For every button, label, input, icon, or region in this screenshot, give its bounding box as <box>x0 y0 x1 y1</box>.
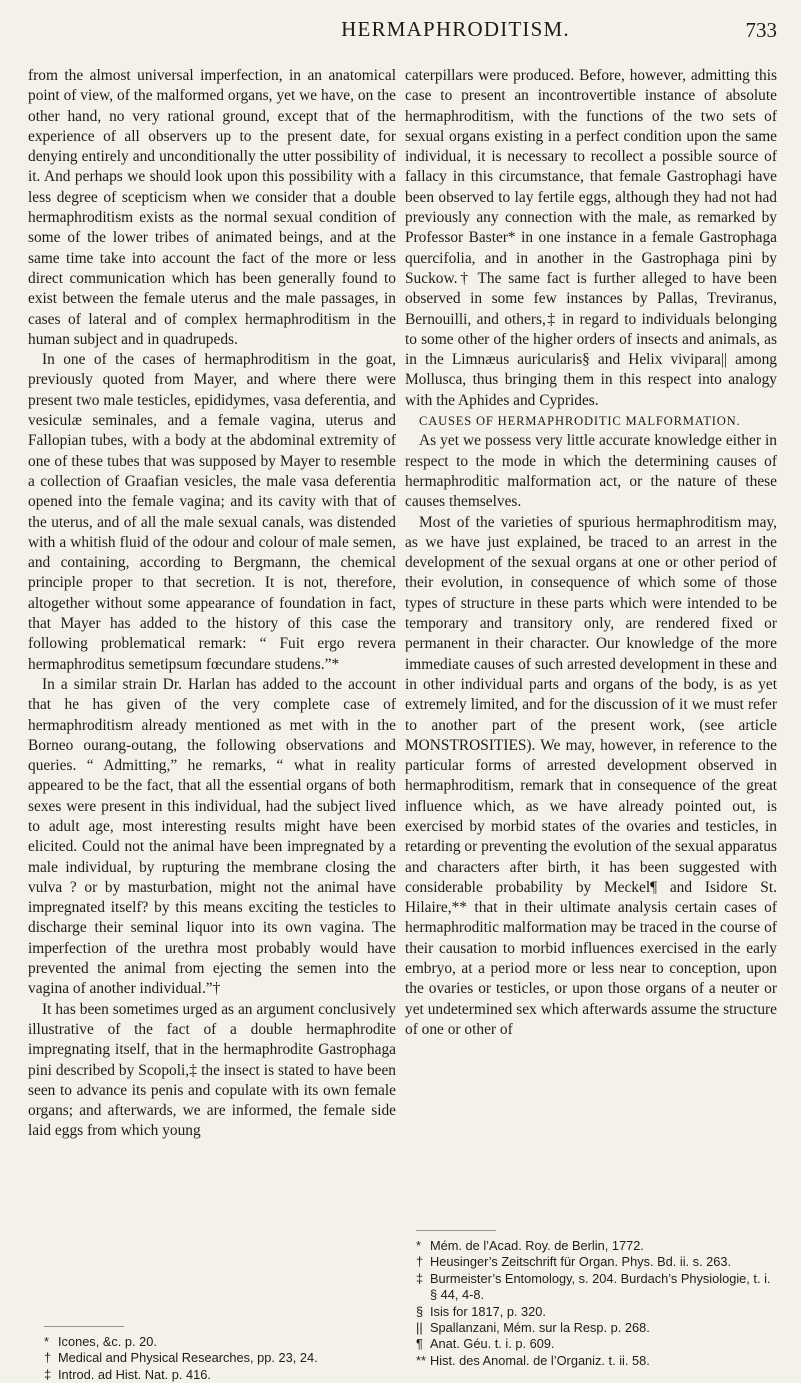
paragraph: As yet we possess very little accurate knowledge either in respect to the mode in which the determining causes of hermaphroditic malformation act, or the nature of these causes themselves. <box>405 432 777 511</box>
paragraph: from the almost universal imperfection, in an anatomical point of view, of the malformed organs, yet we have, on the other hand, no very rational ground, except that of the experience of all observers up to the present date, for denying entirely and unconditionally the utter possibility of it. And perhaps we should look upon this possibility with a less degree of scepticism when we consider that a double hermaphroditism exists as the normal sexual condition of some of the lower tribes of animated beings, and at the same time take into account the fact of the more or less direct communication which has been generally found to exist between the female uterus and the male passages, in cases of lateral and of complex hermaphroditism in the human subject and in quadrupeds. <box>28 67 396 348</box>
footnote-text: Hist. des Anomal. de l’Organiz. t. ii. 58. <box>430 1352 650 1368</box>
footnote-mark: ** <box>416 1352 426 1368</box>
footnote-mark: * <box>416 1238 421 1253</box>
footnote-text: Burmeister’s Entomology, s. 204. Burdach’s Physiologie, t. i. § 44, 4-8. <box>430 1270 771 1303</box>
footnote-mark: ‡ <box>416 1270 424 1286</box>
paragraph: Most of the varieties of spurious hermaphroditism may, as we have just explained, be traced to an arrest in the development of the sexual organs at one or other period of their evolution, in consequence of which some of those types of structure in these parts which were intended to be temporary and transitory only, are rendered fixed or permanent in their character. Our knowledge of the more immediate causes of such arrested development in these and in other individual parts and organs of the body, is as yet extremely limited, and for the discussion of it we must refer to another part of the present work, (see article MONSTROSITIES). We may, however, in reference to the particular forms of arrested development observed in hermaphroditism, remark that in consequence of the great influence which, as we have already pointed out, is exercised by morbid states of the ovaries and testicles, in retarding or preventing the evolution of the sexual apparatus and characters after birth, it has been suggested with considerable probability by Meckel¶ and Isidore St. Hilaire,** that in their ultimate analysis certain cases of hermaphroditic malformation may be traced in the course of their causation to morbid influences exercised in the early embryo, at a period more or less near to conception, upon the ovaries or testicles, or upon those organs of a neuter or yet undetermined sex which afterwards assume the structure of one or other of <box>405 513 777 1038</box>
page-header <box>0 17 801 51</box>
right-column <box>405 66 777 1040</box>
footnote <box>416 1320 781 1336</box>
footnote-text: Mém. de l’Acad. Roy. de Berlin, 1772. <box>430 1238 644 1253</box>
footnote-mark: || <box>416 1320 423 1336</box>
footnote-mark: ‡ <box>44 1366 52 1382</box>
footnote-mark: * <box>44 1334 49 1349</box>
paragraph: It has been sometimes urged as an argument conclusively illustrative of the fact of a double hermaphrodite impregnating itself, that in the hermaphrodite Gastrophaga pini described by Scopoli,‡ the insect is stated to have been seen to advance its penis and copulate with its own female organs; and afterwards, we are informed, the female side laid eggs from which young <box>28 1000 396 1140</box>
footnote <box>416 1353 781 1369</box>
footnote-rule <box>44 1326 124 1327</box>
footnote-mark: † <box>44 1350 52 1366</box>
paragraph: In one of the cases of hermaphroditism in the goat, previously quoted from Mayer, and where there were present two male testicles, epididymes, vasa deferentia, and vesiculæ seminales, and a female vagina, uterus and Fallopian tubes, with a body at the abdominal extremity of one of these tubes that was supposed by Mayer to resemble a collection of Graafian vesicles, the male vasa deferentia opened into the female vagina; and its cavity with that of the uterus, and of all the male sexual canals, was distended with a whitish fluid of the odour and colour of male semen, and containing, according to Bergmann, the chemical principle proper to that secretion. It is not, therefore, altogether without some appearance of foundation in fact, that Mayer has added to the history of this case the following problematical remark: “ Fuit ergo revera hermaphroditus semetipsum fœcundare studens.”* <box>28 351 396 673</box>
footnote-mark: § <box>416 1303 424 1319</box>
footnote-text: Icones, &c. p. 20. <box>58 1334 157 1349</box>
footnote-rule <box>416 1230 496 1231</box>
footnote-mark: † <box>416 1254 424 1270</box>
footnote-mark: ¶ <box>416 1336 423 1352</box>
section-heading: CAUSES OF HERMAPHRODITIC MALFORMATION. <box>419 414 741 429</box>
paragraph: caterpillars were produced. Before, however, admitting this case to present an incontrovertible instance of absolute hermaphroditism, with the functions of the two sets of sexual organs existing in a perfect condition upon the same individual, it is necessary to recollect a possible source of fallacy in this circumstance, that female Gastrophagi have been observed to lay fertile eggs, although they had not had previously any connection with the male, as remarked by Professor Baster* in one instance in a female Gastrophaga quercifolia, and in another in the Gastrophaga pini by Suckow.† The same fact is further alleged to have been observed in some few instances by Pallas, Treviranus, Bernouilli, and others,‡ in regard to individuals belonging to some other of the higher orders of insects and animals, as in the Limnæus auricularis§ and Helix vivipara|| among Mollusca, thus bringing them in this respect into analogy with the Aphides and Cyprides. <box>405 67 777 409</box>
footnote <box>44 1334 394 1350</box>
footnote-text: Medical and Physical Researches, pp. 23, 24. <box>58 1350 318 1366</box>
footnote-text: Spallanzani, Mém. sur la Resp. p. 268. <box>430 1320 650 1336</box>
left-column <box>28 66 396 1142</box>
footnote-text: Anat. Géu. t. i. p. 609. <box>430 1336 555 1352</box>
right-footnotes <box>416 1238 781 1369</box>
page-number: 733 <box>745 18 777 42</box>
footnote-text: Introd. ad Hist. Nat. p. 416. <box>58 1366 211 1382</box>
footnote <box>416 1271 781 1304</box>
footnote-text: Isis for 1817, p. 320. <box>430 1303 546 1319</box>
footnote <box>416 1304 781 1320</box>
paragraph: In a similar strain Dr. Harlan has added to the account that he has given of the very complete case of hermaphroditism already mentioned as met with in the Borneo ourang-outang, the following observations and queries. “ Admitting,” he remarks, “ what in reality appeared to be the fact, that all the essential organs of both sexes were present in this individual, had the subject lived to adult age, most interesting results might have been elicited. Could not the animal have been impregnated by a male individual, by rupturing the membrane closing the vulva ? or by masturbation, might not the animal have impregnated itself? by this means exciting the testicles to discharge their seminal liquor into its own vagina. The imperfection of the urethra most probably would have prevented the animal from ejecting the semen into the vagina of another individual.”† <box>28 675 396 998</box>
footnote <box>416 1254 781 1270</box>
running-head: HERMAPHRODITISM. <box>341 17 570 41</box>
footnote <box>416 1336 781 1352</box>
footnote <box>44 1367 394 1383</box>
footnote <box>44 1350 394 1366</box>
footnote <box>416 1238 781 1254</box>
left-footnotes <box>44 1334 394 1383</box>
footnote-text: Heusinger’s Zeitschrift für Organ. Phys. Bd. ii. s. 263. <box>430 1254 732 1270</box>
